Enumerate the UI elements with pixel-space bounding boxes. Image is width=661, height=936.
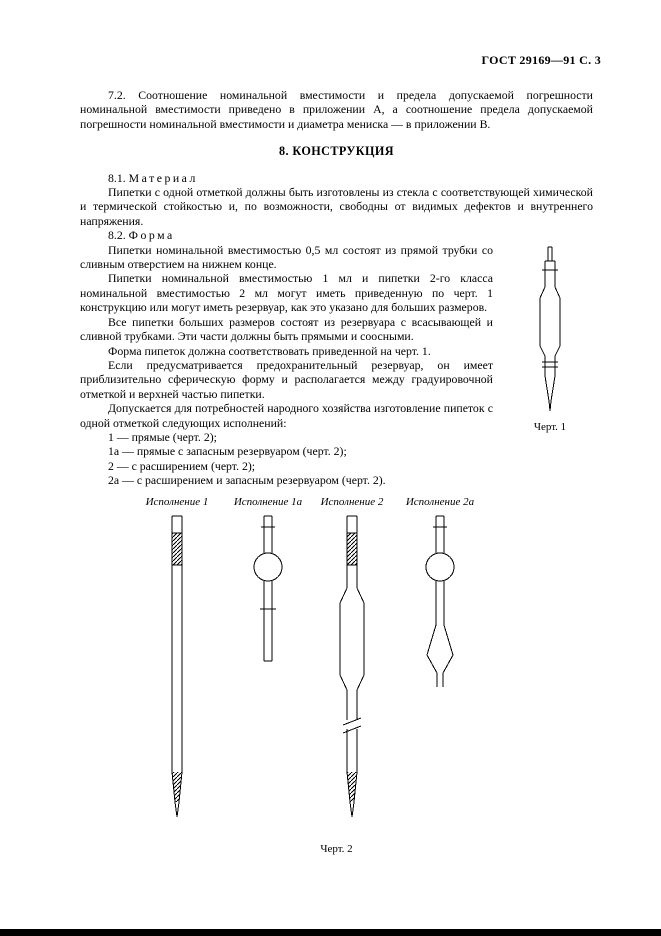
variant-1-label: Исполнение 1 (145, 495, 209, 508)
figure-2-variant-2a (375, 496, 505, 691)
pipette-variant-2-drawing (327, 513, 377, 821)
pipette-variant-1-drawing (157, 513, 197, 821)
variant-list (108, 430, 593, 488)
figure-1 (507, 245, 593, 434)
paragraph-8-2-1: Пипетки номинальной вместимостью 0,5 мл состоят из прямой трубки со сливным отверстием на нижнем конце. (80, 242, 493, 272)
list-item: 2а — с расширением и запасным резервуаром (черт. 2). (108, 473, 386, 488)
variant-2-label: Исполнение 2 (320, 495, 384, 508)
list-item: 1 — прямые (черт. 2); (108, 429, 217, 444)
paragraph-8-2-4: Форма пипеток должна соответствовать приведенной на черт. 1. (108, 343, 431, 358)
figure-2 (80, 496, 593, 856)
subsection-8-1-number: 8.1. (108, 170, 126, 185)
subsection-8-1-heading (80, 171, 593, 185)
paragraph-8-2-3: Все пипетки больших размеров состоят из резервуара с всасывающей и сливной трубками. Эти части должны быть прямыми и соосными. (80, 314, 493, 344)
figure-1-caption: Черт. 1 (533, 420, 567, 433)
doc-reference: ГОСТ 29169—91 С. 3 (481, 53, 601, 67)
paragraph-8-2-2: Пипетки номинальной вместимостью 1 мл и пипетки 2-го класса номинальной вместимостью 2 мл могут иметь приведенную по черт. 1 конструкцию или могут иметь резервуар, как это указано для больших размеров. (80, 271, 493, 315)
figure-2-caption: Черт. 2 (320, 842, 353, 855)
section-8-title: 8. КОНСТРУКЦИЯ (279, 144, 394, 159)
list-item: 1а — прямые с запасным резервуаром (черт. 2); (108, 444, 347, 459)
subsection-8-2-word: Форма (128, 228, 175, 243)
bottom-rule (0, 929, 661, 936)
subsection-8-1-word: Материал (128, 170, 198, 185)
variant-2a-label: Исполнение 2а (405, 495, 475, 508)
variant-1a-label: Исполнение 1а (233, 495, 303, 508)
paragraph-8-2-5: Если предусматривается предохранительный резервуар, он имеет приблизительно сферическую форму и располагается между градуировочной отметкой и верхней частью пипетки. (80, 357, 493, 401)
pipette-chert1-drawing (525, 245, 575, 413)
paragraph-8-2-6: Допускается для потребностей народного хозяйства изготовление пипеток с одной отметкой следующих исполнений: (80, 401, 493, 430)
figure-2-canvas (80, 496, 593, 830)
pipette-variant-1a-drawing (243, 513, 293, 665)
subsection-8-2-heading (80, 228, 593, 242)
subsection-8-2-number: 8.2. (108, 228, 126, 243)
pipette-variant-2a-drawing (410, 513, 470, 691)
page-content (80, 88, 593, 856)
paragraph-7-2: 7.2. Соотношение номинальной вместимости и предела допускаемой погрешности номинальной вместимости приведено в приложении А, а соотношение предела допускаемой погрешности номинальной вместимости и диаметра мениска — в приложении В. (80, 88, 593, 131)
paragraph-8-1-text: Пипетки с одной отметкой должны быть изготовлены из стекла с соответствующей химической и термической стойкостью и, по возможности, свободны от видимых дефектов и внутреннего напряжения. (80, 185, 593, 228)
list-item: 2 — с расширением (черт. 2); (108, 458, 256, 473)
